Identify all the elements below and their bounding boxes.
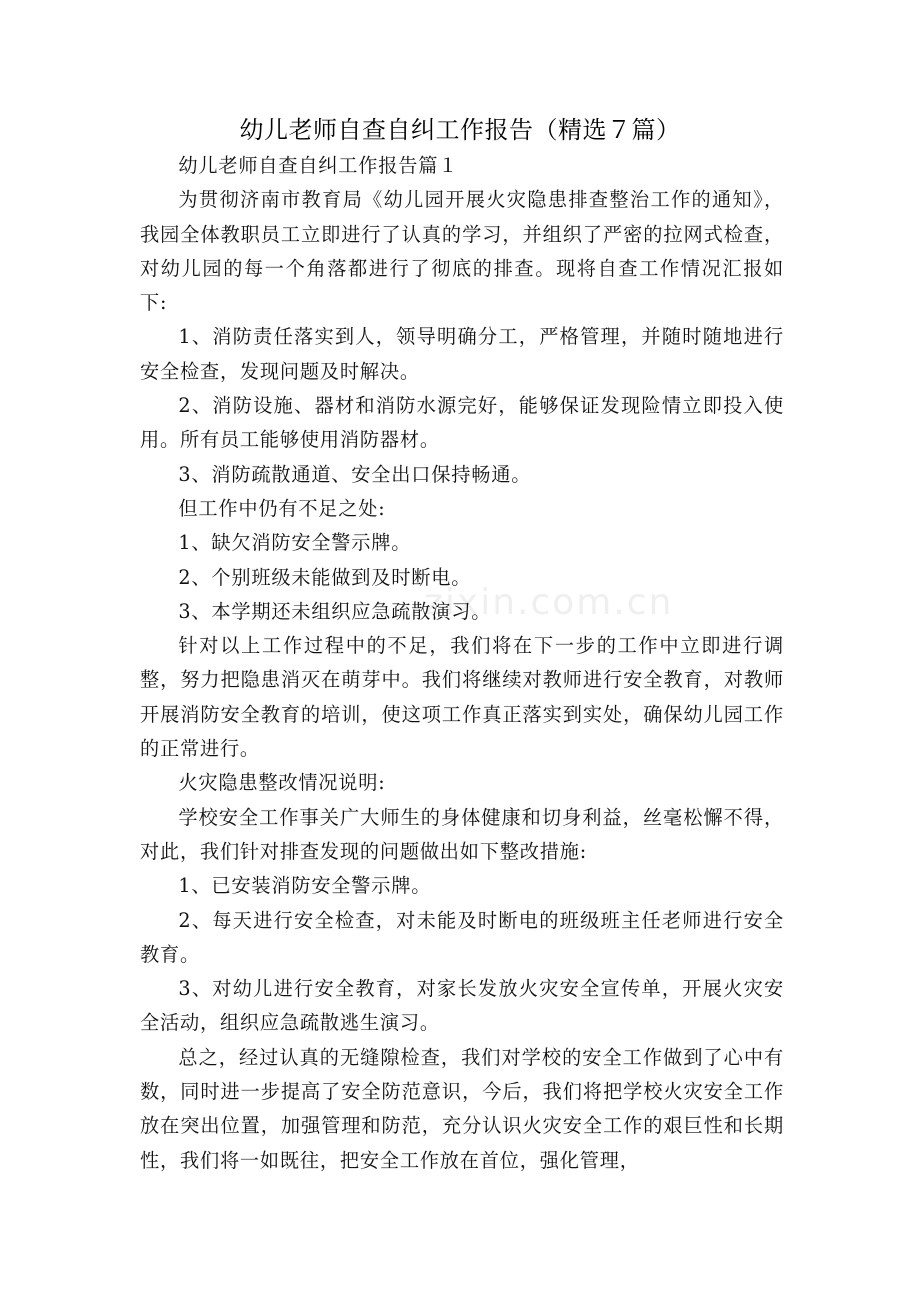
paragraph: 针对以上工作过程中的不足，我们将在下一步的工作中立即进行调整，努力把隐患消灭在萌芽中。我们将继续对教师进行安全教育，对教师开展消防安全教育的培训，使这项工作真正落实到实处，确保幼儿园工作的正常进行。 bbox=[140, 634, 784, 761]
section-heading: 幼儿老师自查自纠工作报告篇１ bbox=[178, 154, 459, 177]
paragraph: 但工作中仍有不足之处: bbox=[178, 496, 386, 520]
paragraph: 1、缺欠消防安全警示牌。 bbox=[178, 531, 412, 555]
paragraph: 2、每天进行安全检查，对未能及时断电的班级班主任老师进行安全教育。 bbox=[140, 908, 784, 966]
paragraph: 总之，经过认真的无缝隙检查，我们对学校的安全工作做到了心中有数，同时进一步提高了安全防范意识，今后，我们将把学校火灾安全工作放在突出位置，加强管理和防范，充分认识火灾安全工作的艰巨性和长期性，我们将一如既往，把安全工作放在首位，强化管理， bbox=[140, 1045, 784, 1172]
paragraph: 火灾隐患整改情况说明: bbox=[178, 771, 386, 795]
document-title: 幼儿老师自查自纠工作报告（精选７篇） bbox=[239, 116, 681, 144]
paragraph: 2、个别班级未能做到及时断电。 bbox=[178, 565, 472, 589]
document-body bbox=[140, 149, 784, 1178]
paragraph: 2、消防设施、器材和消防水源完好，能够保证发现险情立即投入使用。所有员工能够使用消防器材。 bbox=[140, 394, 784, 452]
paragraph: 1、消防责任落实到人，领导明确分工，严格管理，并随时随地进行安全检查，发现问题及时解决。 bbox=[140, 325, 784, 383]
paragraph: 为贯彻济南市教育局《幼儿园开展火灾隐患排查整治工作的通知》，我园全体教职员工立即进行了认真的学习，并组织了严密的拉网式检查，对幼儿园的每一个角落都进行了彻底的排查。现将自查工作情况汇报如下: bbox=[140, 188, 784, 315]
paragraph: 1、已安装消防安全警示牌。 bbox=[178, 874, 432, 898]
watermark: zixin.com.cn bbox=[424, 582, 674, 623]
paragraph: 3、对幼儿进行安全教育，对家长发放火灾安全宣传单，开展火灾安全活动，组织应急疏散逃生演习。 bbox=[140, 977, 784, 1035]
paragraph: 学校安全工作事关广大师生的身体健康和切身利益，丝毫松懈不得，对此，我们针对排查发现的问题做出如下整改措施: bbox=[140, 805, 784, 863]
paragraph: 3、消防疏散通道、安全出口保持畅通。 bbox=[178, 462, 532, 486]
paragraph: 3、本学期还未组织应急疏散演习。 bbox=[178, 599, 492, 623]
